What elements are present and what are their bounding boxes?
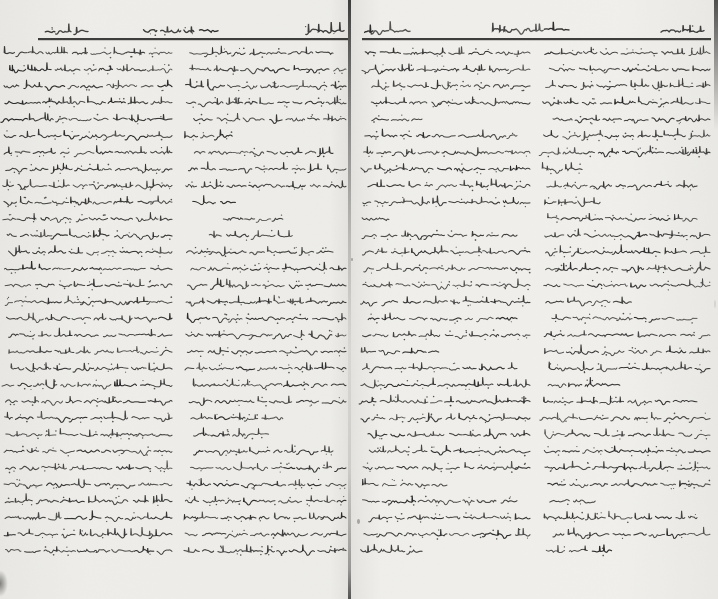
text-column-page9-second xyxy=(6,46,172,562)
text-column-page9-first xyxy=(188,46,346,562)
column-transcript xyxy=(6,46,7,47)
column-transcript xyxy=(188,46,189,47)
session-label-page9 xyxy=(300,22,346,37)
journal-title-page8-text xyxy=(487,21,488,22)
session-label-page9-text xyxy=(300,22,301,23)
page-number-page9 xyxy=(45,24,89,39)
column-transcript xyxy=(364,46,365,47)
journal-title-page8 xyxy=(487,21,571,37)
page-number-page8-text xyxy=(660,22,661,23)
page-9 xyxy=(0,0,348,599)
page-number-page9-text xyxy=(45,24,46,25)
session-label-page8-text xyxy=(366,22,367,23)
page-spine-shadow xyxy=(348,0,351,599)
session-label-page8 xyxy=(366,22,412,37)
column-transcript xyxy=(546,46,547,47)
page-8 xyxy=(352,0,718,599)
text-column-page8-first xyxy=(546,46,710,562)
page-number-page8 xyxy=(660,22,706,37)
header-rule-page9 xyxy=(38,38,348,40)
text-column-page8-second xyxy=(364,46,530,562)
header-rule-page8 xyxy=(362,38,711,40)
journal-title-page9 xyxy=(136,21,220,37)
journal-title-page9-text xyxy=(136,21,137,22)
